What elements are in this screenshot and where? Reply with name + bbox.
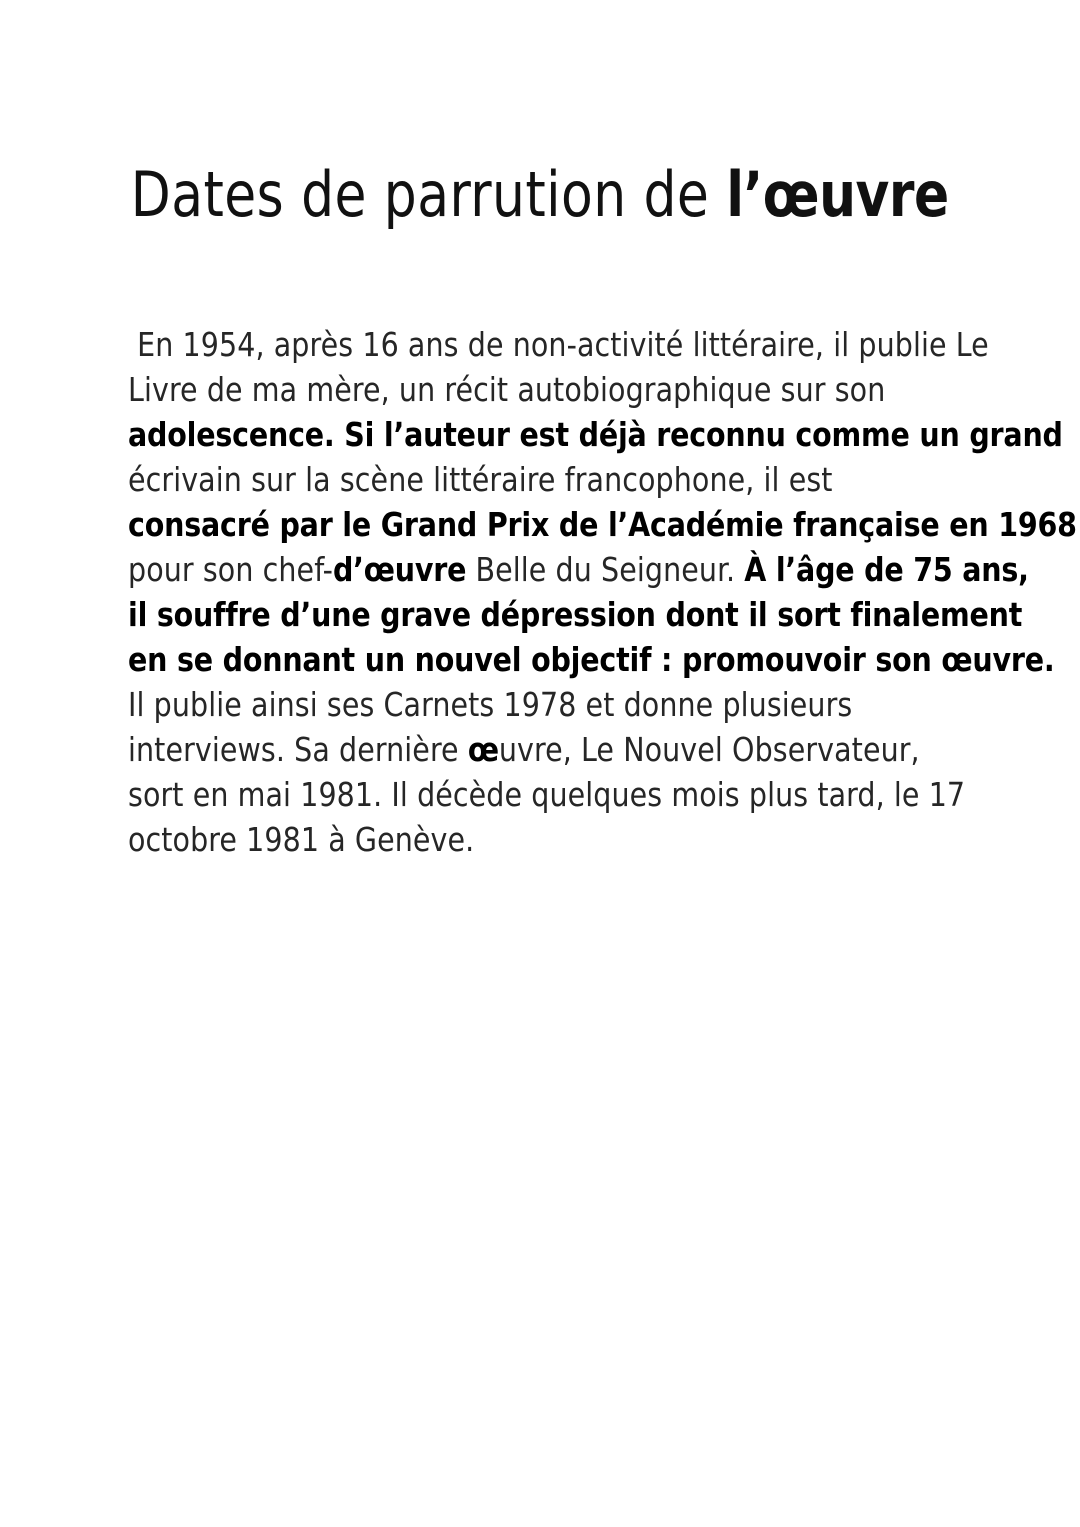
body-text-run: interviews. Sa dernière [128, 730, 468, 769]
body-line [128, 547, 1029, 592]
body-line [128, 772, 966, 817]
body-line [128, 457, 934, 502]
page-title-light-part: Dates de parrution de [131, 157, 727, 231]
body-line [128, 502, 1077, 547]
body-text-bold-run: en se donnant un nouvel objectif : promouvoir son œuvre. [128, 640, 1055, 679]
body-line [128, 322, 989, 367]
page-title-bold-part: l’œuvre [726, 157, 949, 231]
body-text-bold-run: il souffre d’une grave dépression dont il sort finalement [128, 595, 1023, 634]
body-text-bold-run: consacré par le Grand Prix de l’Académie française en 1968 [128, 505, 1077, 544]
body-text-run: Il publie ainsi ses Carnets 1978 et donne plusieurs [128, 685, 853, 724]
body-text-run: En 1954, après 16 ans de non-activité littéraire, il publie Le [128, 325, 989, 364]
body-text-bold-run: À l’âge de 75 ans, [744, 550, 1029, 589]
body-text-bold-run: d’œuvre [332, 550, 467, 589]
body-text-run: pour son chef- [128, 550, 333, 589]
body-line [128, 817, 934, 862]
body-text-bold-run: œ [467, 730, 499, 769]
body-line [128, 727, 934, 772]
body-text-run: écrivain sur la scène littéraire francophone, il est [128, 460, 833, 499]
body-text-run: Belle du Seigneur. [466, 550, 745, 589]
body-line [128, 367, 934, 412]
body-line [128, 682, 934, 727]
body-text-run: octobre 1981 à Genève. [128, 820, 475, 859]
body-text-run: sort en mai 1981. Il décède quelques mois plus tard, le 17 [128, 775, 966, 814]
body-line [128, 412, 1063, 457]
body-line [128, 592, 1023, 637]
body-text-run: Livre de ma mère, un récit autobiographique sur son [128, 370, 886, 409]
body-line [128, 637, 1055, 682]
body-paragraph [128, 322, 1077, 862]
body-text-bold-run: adolescence. Si l’auteur est déjà reconnu comme un grand [128, 415, 1063, 454]
body-text-run: uvre, Le Nouvel Observateur, [498, 730, 920, 769]
page-title-block [0, 118, 1080, 271]
page-title [131, 157, 949, 231]
